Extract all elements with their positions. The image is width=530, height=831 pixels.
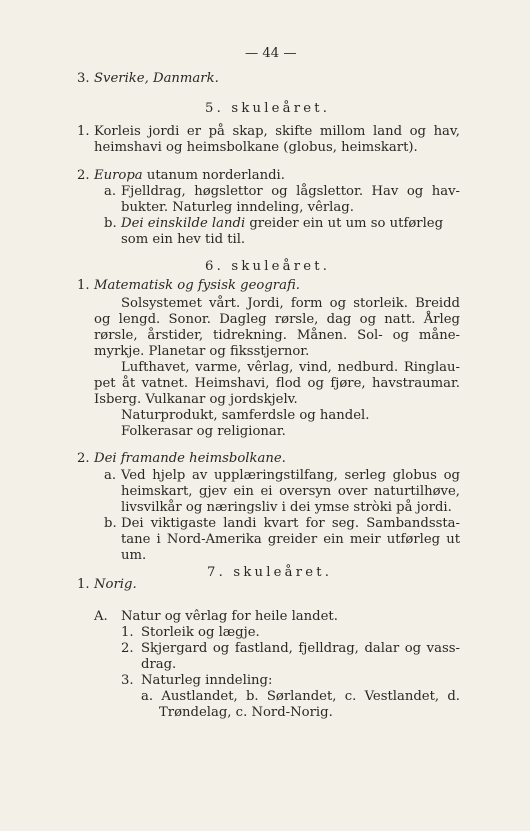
europa-heading xyxy=(94,168,285,184)
item-number: 1. xyxy=(77,577,90,592)
europa-rest: utanum norderlandi. xyxy=(142,168,285,183)
text-line: heimshavi og heimsbolkane (globus, heimskart). xyxy=(94,140,418,155)
italic-term: Dei einskilde landi xyxy=(121,216,246,231)
text-rest: greider ein ut um so utførleg xyxy=(245,216,444,231)
text-line: myrkje. Planetar og fiksstjernor. xyxy=(94,344,310,359)
text-line: um. xyxy=(121,548,147,563)
section-heading-norig: Norig. xyxy=(94,577,137,592)
part-heading: Natur og vêrlag for heile landet. xyxy=(121,609,338,624)
year-heading-6: 6. skuleåret. xyxy=(205,259,331,274)
sub-item-label: a. xyxy=(104,184,117,199)
text-line: Lufthavet, varme, vêrlag, vind, nedburd. Ringlau- xyxy=(121,360,460,375)
year-heading-5: 5. skuleåret. xyxy=(205,101,331,116)
text-line: livsvilkår og næringsliv i dei ymse stròki på jordi. xyxy=(121,500,452,515)
item-number: 2. xyxy=(77,451,90,466)
text-line: Korleis jordi er på skap, skifte millom land og hav, xyxy=(94,124,460,139)
text-line: Ved hjelp av upplæringstilfang, serleg globus og xyxy=(121,468,460,483)
text-line: Naturleg inndeling: xyxy=(141,673,273,688)
text-line: Naturprodukt, samferdsle og handel. xyxy=(121,408,370,423)
text-line: heimskart, gjev ein ei oversyn over naturtilhøve, xyxy=(121,484,460,499)
text-line xyxy=(121,216,443,232)
section-heading-sverike-danmark: Sverike, Danmark. xyxy=(94,71,219,86)
section-heading-geografi: Matematisk og fysisk geografi. xyxy=(94,278,300,293)
text-line: rørsle, årstider, tidrekning. Månen. Sol- og måne- xyxy=(94,328,460,343)
item-number: 1. xyxy=(121,625,134,640)
part-label: A. xyxy=(94,609,108,624)
text-line: drag. xyxy=(141,657,177,672)
item-number: 1. xyxy=(77,124,90,139)
text-line: bukter. Naturleg inndeling, vêrlag. xyxy=(121,200,354,215)
sub-item-label: b. xyxy=(104,516,117,531)
text-line: Isberg. Vulkanar og jordskjelv. xyxy=(94,392,298,407)
text-line: Skjergard og fastland, fjelldrag, dalar og vass- xyxy=(141,641,460,656)
europa-term: Europa xyxy=(94,168,143,183)
text-line: pet åt vatnet. Heimshavi, flod og fjøre, havstraumar. xyxy=(94,376,460,391)
text-line: og lengd. Sonor. Dagleg rørsle, dag og natt. Årleg xyxy=(94,312,460,327)
sub-item-label: a. xyxy=(104,468,117,483)
sub-item-label: b. xyxy=(104,216,117,231)
year-heading-7: 7. skuleåret. xyxy=(207,565,333,580)
text-line: Folkerasar og religionar. xyxy=(121,424,286,439)
text-line: som ein hev tid til. xyxy=(121,232,246,247)
text-line: Solsystemet vårt. Jordi, form og storleik. Breidd xyxy=(121,296,460,311)
text-line: a. Austlandet, b. Sørlandet, c. Vestlandet, d. xyxy=(141,689,460,704)
item-number: 3. xyxy=(121,673,134,688)
text-line: Storleik og lægje. xyxy=(141,625,260,640)
text-line: tane i Nord-Amerika greider ein meir utførleg ut xyxy=(121,532,460,547)
text-line: Fjelldrag, høgslettor og lågslettor. Hav og hav- xyxy=(121,184,460,199)
item-number: 1. xyxy=(77,278,90,293)
text-line: Trøndelag, c. Nord-Norig. xyxy=(159,705,333,720)
item-number: 2. xyxy=(121,641,134,656)
section-heading-heimsbolkane: Dei framande heimsbolkane. xyxy=(94,451,286,466)
item-number: 2. xyxy=(77,168,90,183)
item-number: 3. xyxy=(77,71,90,86)
text-line: Dei viktigaste landi kvart for seg. Sambandssta- xyxy=(121,516,460,531)
page-number: — 44 — xyxy=(245,46,297,61)
